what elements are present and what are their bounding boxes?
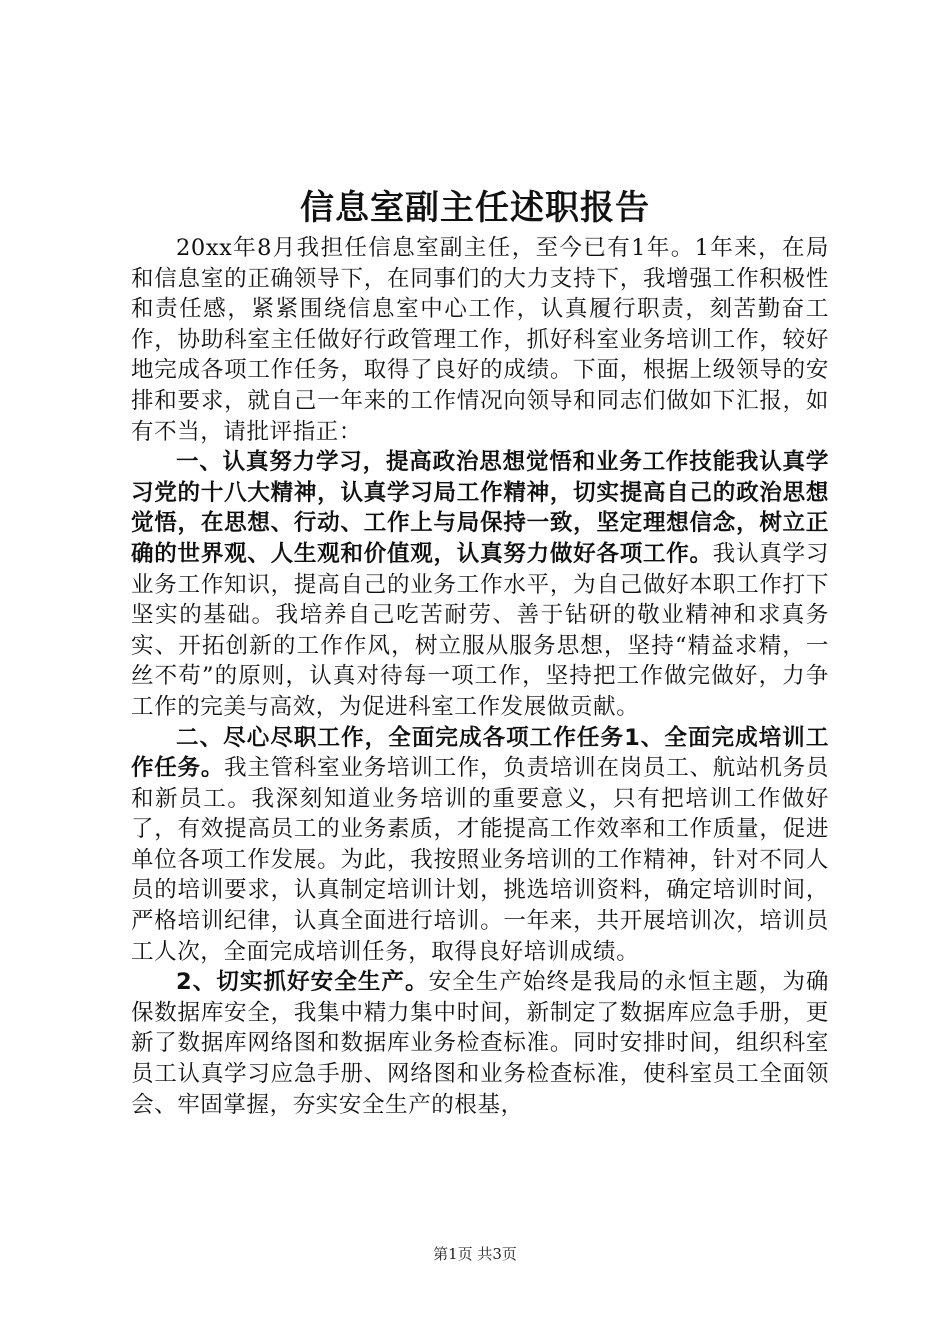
document-title: 信息室副主任述职报告 xyxy=(300,188,650,228)
paragraph-subsection-2 xyxy=(131,967,829,1120)
paragraph-intro xyxy=(131,233,829,447)
paragraph-text: 我认真学习业务工作知识，提高自己的业务工作水平，为自己做好本职工作打下坚实的基础。我培养自己吃苦耐劳、善于钻研的敬业精神和求真务实、开拓创新的工作作风，树立服从服务思想，坚持“精益求精，一丝不苟”的原则，认真对待每一项工作，坚持把工作做完做好，力争工作的完美与高效，为促进科室工作发展做贡献。 xyxy=(131,540,829,720)
paragraph-text: 我主管科室业务培训工作，负责培训在岗员工、航站机务员和新员工。我深刻知道业务培训的重要意义，只有把培训工作做好了，有效提高员工的业务素质，才能提高工作效率和工作质量，促进单位各项工作发展。为此，我按照业务培训的工作精神，针对不同人员的培训要求，认真制定培训计划，挑选培训资料，确定培训时间，严格培训纪律，认真全面进行培训。一年来，共开展培训次，培训员工人次，全面完成培训任务，取得良好培训成绩。 xyxy=(131,755,829,965)
section-heading: 一、认真努力学习，提高政治思想觉悟和业务工作技能我认真学习党的十八大精神，认真学习局工作精神，切实提高自己的政治思想觉悟，在思想、行动、工作上与局保持一致，坚定理想信念，树立正确的世界观、人生观和价值观，认真努力做好各项工作。 xyxy=(131,449,829,567)
page-footer: 第1页 共3页 xyxy=(433,1245,517,1263)
paragraph-text: 20xx年8月我担任信息室副主任，至今已有1年。1年来，在局和信息室的正确领导下，在同事们的大力支持下，我增强工作积极性和责任感，紧紧围绕信息室中心工作，认真履行职责，刻苦勤奋工作，协助科室主任做好行政管理工作，抓好科室业务培训工作，较好地完成各项工作任务，取得了良好的成绩。下面，根据上级领导的安排和要求，就自己一年来的工作情况向领导和同志们做如下汇报，如有不当，请批评指正： xyxy=(131,235,829,445)
paragraph-section-2 xyxy=(131,723,829,968)
document-body xyxy=(131,233,829,1120)
section-heading: 二、尽心尽职工作，全面完成各项工作任务1、全面完成培训工作任务。 xyxy=(131,724,829,782)
subsection-heading: 2、切实抓好安全生产。 xyxy=(176,969,429,996)
paragraph-section-1 xyxy=(131,447,829,722)
paragraph-text: 安全生产始终是我局的永恒主题，为确保数据库安全，我集中精力集中时间，新制定了数据库应急手册，更新了数据库网络图和数据库业务检查标准。同时安排时间，组织科室员工认真学习应急手册、网络图和业务检查标准，使科室员工全面领会、牢固掌握，夯实安全生产的根基， xyxy=(131,969,830,1118)
